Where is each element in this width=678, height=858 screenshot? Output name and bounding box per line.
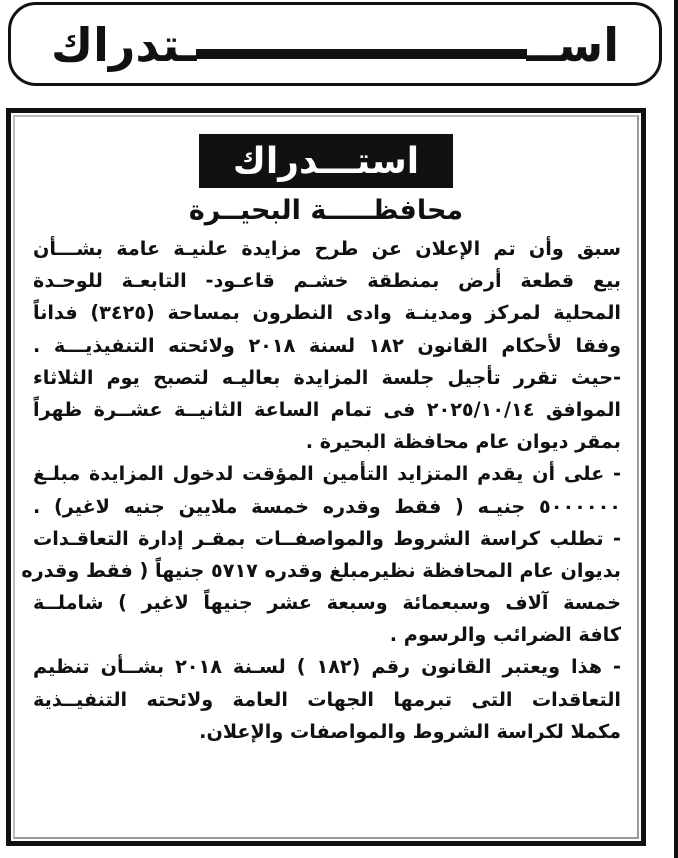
header-banner <box>8 2 662 86</box>
notice-line: ٥٠٠٠٠٠٠ جنيـه ( فقط وقدره خمسة ملايين جنيه لاغير) . <box>33 494 621 518</box>
notice-line: كافة الضرائب والرسوم . <box>389 623 621 647</box>
notice-line: -حيث تقرر تأجيل جلسة المزايدة بعاليـه لتصبح يوم الثلاثاء <box>33 365 621 389</box>
column-rule <box>674 0 678 858</box>
notice-line: بمقر ديوان عام محافظة البحيرة . <box>305 430 621 454</box>
notice-line: - تطلب كراسة الشروط والمواصفــات بمقـر إدارة التعاقـدات <box>33 526 621 550</box>
notice-subtitle: محافظـــــة البحيــرة <box>188 195 464 226</box>
notice-line: مكملا لكراسة الشروط والمواصفات والإعلان. <box>199 719 621 743</box>
notice-body <box>21 233 621 748</box>
notice-line: سبق وأن تم الإعلان عن طرح مزايدة علنيـة عامة بشـــأن <box>33 237 621 260</box>
header-title-end: ـتدراك <box>51 18 197 72</box>
notice-line: وفقا لأحكام القانون ١٨٢ لسنة ٢٠١٨ ولائحته التنفيذيـــة . <box>33 333 621 357</box>
notice-line: بيع قطعة أرض بمنطقة خشـم قاعـود- التابعـة للوحـدة <box>33 269 621 293</box>
notice-line: - هذا ويعتبر القانون رقم (١٨٢ ) لسـنة ٢٠١٨ بشــأن تنظيم <box>33 655 621 679</box>
notice-line: المحلية لمركز ومدينـة وادى النطرون بمساحة (٣٤٢٥) فداناً <box>33 301 621 325</box>
header-title-kashida-bar <box>196 49 526 59</box>
notice-line: التعاقدات التى تبرمها الجهات العامة ولائحته التنفيــذية <box>33 687 621 711</box>
notice-badge: استـــدراك <box>199 134 453 188</box>
notice-line: الموافق ٢٠٢٥/١٠/١٤ فى تمام الساعة الثانيــة عشــرة ظهراً <box>33 397 621 421</box>
notice-line: - على أن يقدم المتزايد التأمين المؤقت لدخول المزايدة مبلـغ <box>33 462 621 486</box>
notice-box <box>6 108 646 846</box>
header-title <box>51 13 619 77</box>
notice-line: خمسة آلاف وسبعمائة وسبعة عشر جنيهاً لاغير ) شاملــة <box>33 591 621 615</box>
header-title-start: اســ <box>526 18 619 72</box>
notice-line: بديوان عام المحافظة نظيرمبلغ وقدره ٥٧١٧ جنيهاً ( فقط وقدره <box>21 558 621 582</box>
